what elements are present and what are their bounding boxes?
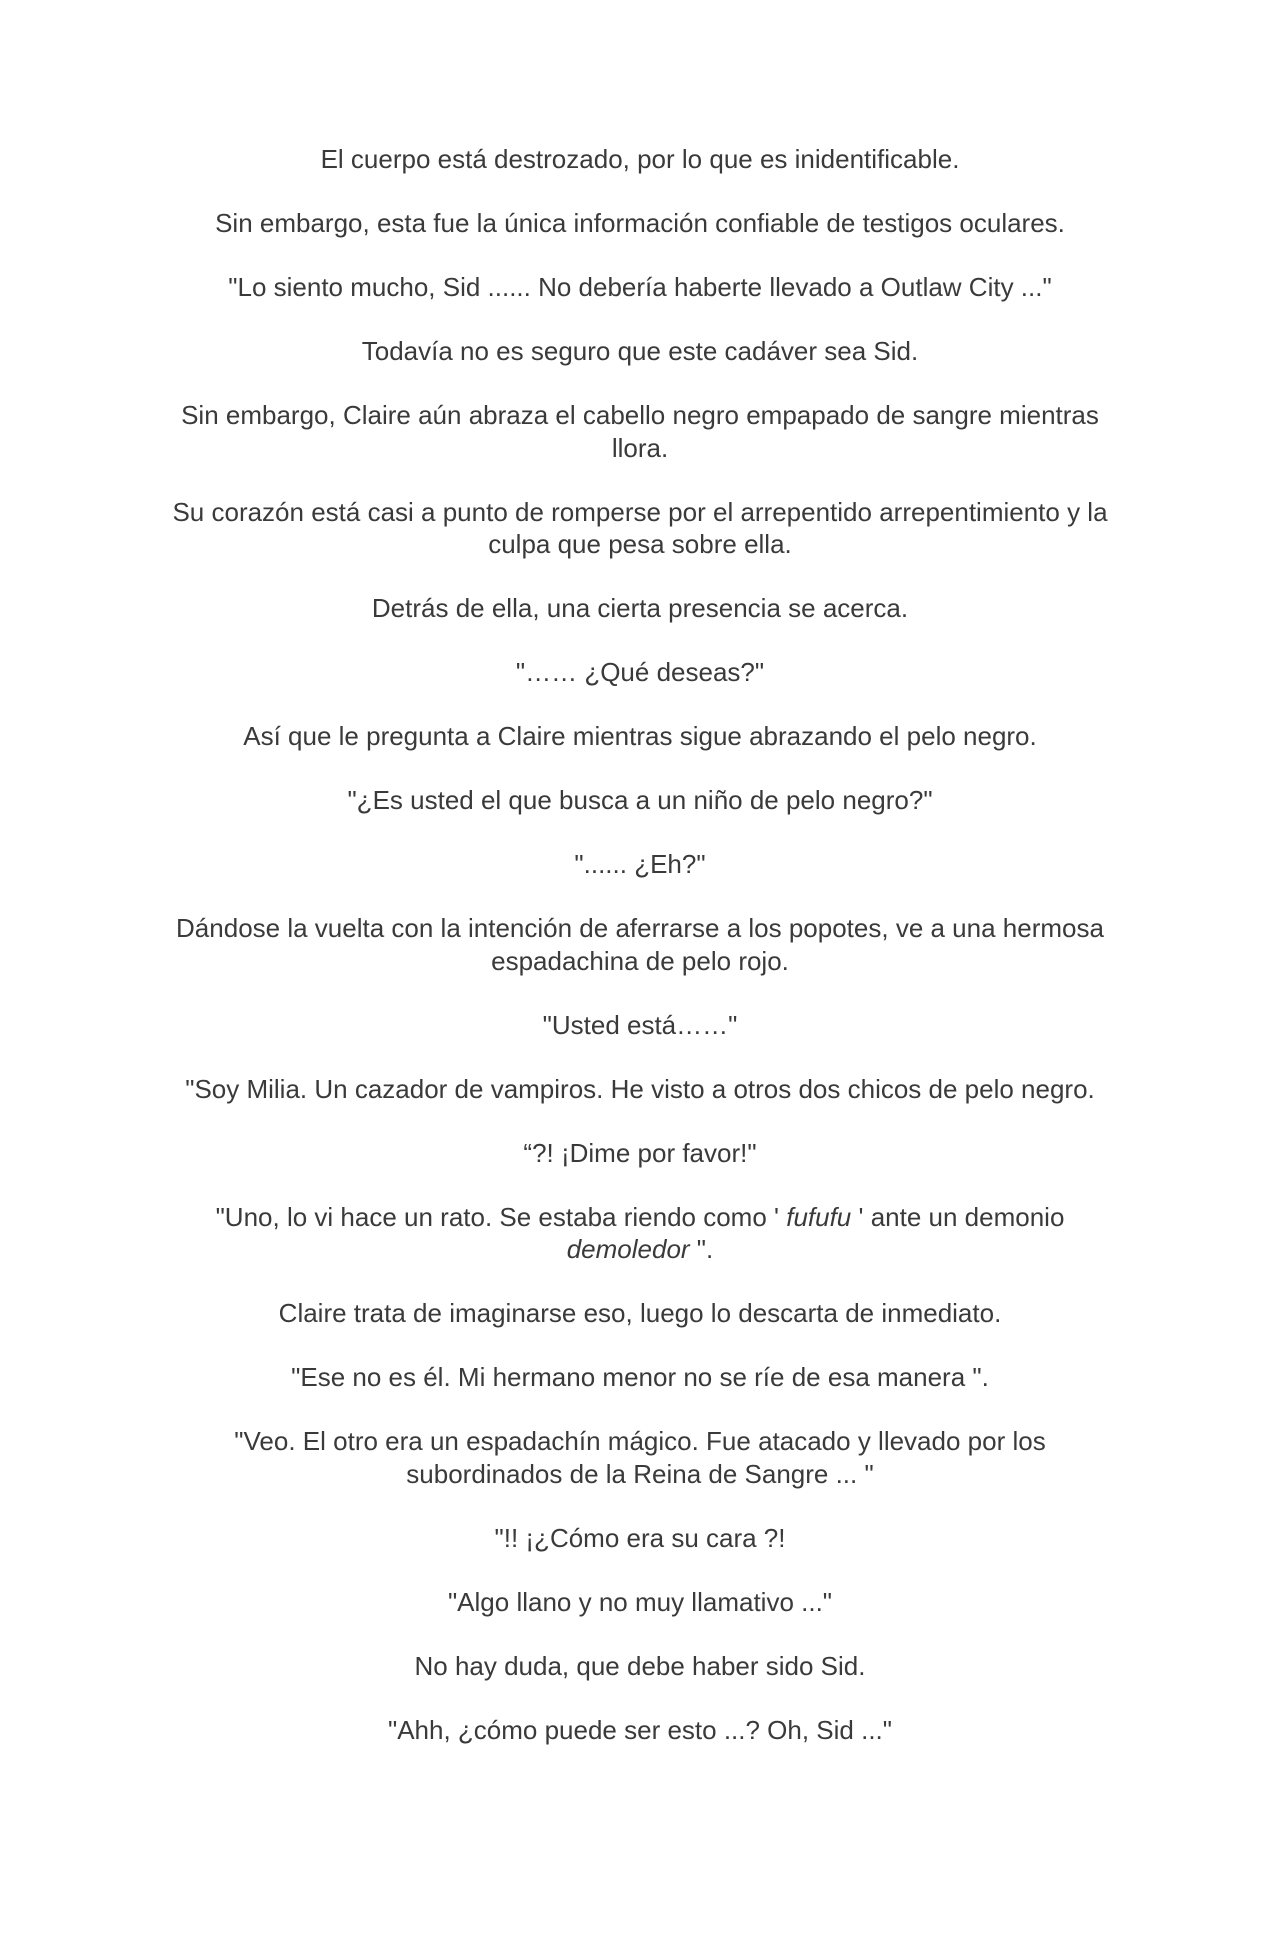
paragraph-17: Claire trata de imaginarse eso, luego lo descarta de inmediato.	[278, 1298, 1002, 1328]
paragraph-16-italic-b: demoledor	[566, 1234, 690, 1264]
paragraph-14: "Soy Milia. Un cazador de vampiros. He visto a otros dos chicos de pelo negro.	[185, 1073, 1095, 1104]
paragraph-11: "...... ¿Eh?"	[574, 849, 706, 879]
paragraph-7: Detrás de ella, una cierta presencia se acerca.	[371, 593, 909, 623]
paragraph-16-italic-a: fufufu	[786, 1201, 852, 1232]
paragraph-18: "Ese no es él. Mi hermano menor no se ríe de esa manera ".	[291, 1362, 989, 1392]
paragraph-4: Todavía no es seguro que este cadáver sea Sid.	[361, 336, 919, 366]
paragraph-3: "Lo siento mucho, Sid ...... No debería haberte llevado a Outlaw City ..."	[228, 272, 1052, 302]
paragraph-13: "Usted está……"	[542, 1009, 738, 1040]
document-body	[160, 143, 1120, 1778]
paragraph-8: "…… ¿Qué deseas?"	[515, 657, 765, 687]
paragraph-16	[160, 1201, 1120, 1266]
paragraph-19: "Veo. El otro era un espadachín mágico. Fue atacado y llevado por los subordinados de la Reina de Sangre ... "	[234, 1426, 1046, 1489]
paragraph-1: El cuerpo está destrozado, por lo que es inidentificable.	[320, 144, 960, 174]
paragraph-9: Así que le pregunta a Claire mientras sigue abrazando el pelo negro.	[243, 721, 1037, 751]
paragraph-12: Dándose la vuelta con la intención de aferrarse a los popotes, ve a una hermosa espadachina de pelo rojo.	[176, 913, 1104, 976]
paragraph-16-text-b: ' ante un demonio	[851, 1201, 1065, 1232]
paragraph-15: “?! ¡Dime por favor!"	[523, 1137, 757, 1168]
paragraph-16-text-c: ".	[689, 1234, 714, 1264]
paragraph-6: Su corazón está casi a punto de romperse por el arrepentido arrepentimiento y la culpa que pesa sobre ella.	[172, 496, 1108, 559]
paragraph-23: "Ahh, ¿cómo puede ser esto ...? Oh, Sid ..."	[387, 1714, 893, 1745]
paragraph-16-text-a: "Uno, lo vi hace un rato. Se estaba riendo como '	[215, 1201, 787, 1232]
paragraph-21: "Algo llano y no muy llamativo ..."	[447, 1586, 833, 1617]
paragraph-5: Sin embargo, Claire aún abraza el cabello negro empapado de sangre mientras llora.	[181, 400, 1099, 463]
paragraph-20: "!! ¡¿Cómo era su cara ?!	[494, 1522, 786, 1553]
paragraph-10: "¿Es usted el que busca a un niño de pelo negro?"	[347, 785, 933, 815]
paragraph-2: Sin embargo, esta fue la única información confiable de testigos oculares.	[215, 208, 1065, 238]
paragraph-22: No hay duda, que debe haber sido Sid.	[414, 1650, 866, 1681]
